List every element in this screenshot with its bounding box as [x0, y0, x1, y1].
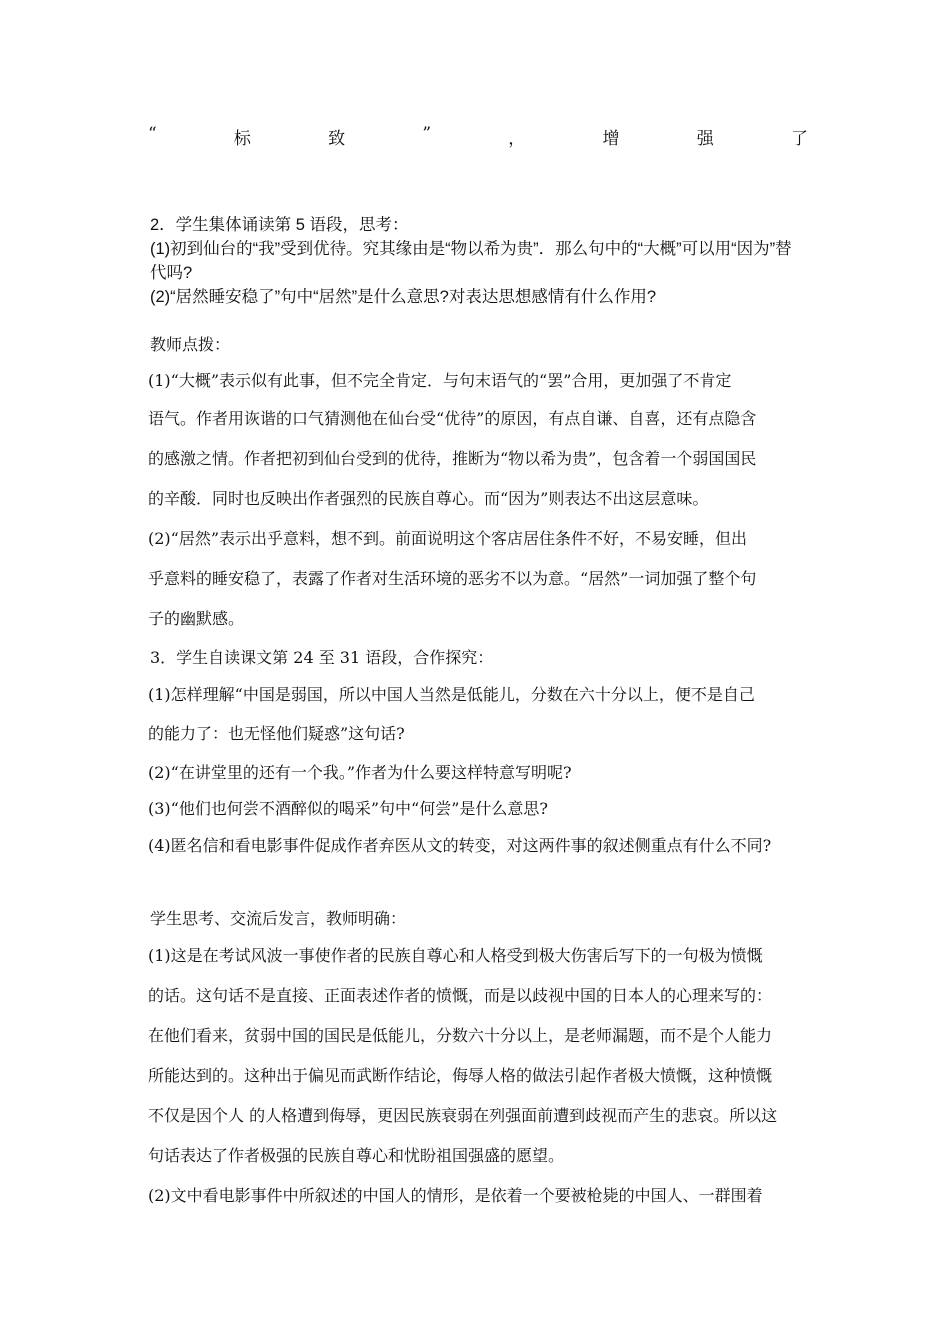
hint-line: 语气。作者用诙谐的口气猜测他在仙台受“优待”的原因，有点自谦、自喜，还有点隐含	[148, 409, 757, 428]
hint-line: 的感激之情。作者把初到仙台受到的优待，推断为“物以希为贵”，包含着一个弱国国民	[148, 449, 757, 468]
hint-line: 乎意料的睡安稳了，表露了作者对生活环境的恶劣不以为意。“居然”一词加强了整个句	[148, 569, 757, 588]
answer-line: 所能达到的。这种出于偏见而武断作结论，侮辱人格的做法引起作者极大愤慨，这种愤慨	[148, 1066, 773, 1085]
teacher-hint-label: 教师点拨：	[150, 335, 231, 354]
spaced-char: 了	[790, 129, 808, 149]
hint-line: (2)“居然”表示出乎意料，想不到。前面说明这个客店居住条件不好，不易安睡，但出	[148, 529, 748, 548]
hint-line: 的辛酸．同时也反映出作者强烈的民族自尊心。而“因为”则表达不出这层意味。	[148, 489, 709, 508]
spaced-title-row	[148, 124, 808, 149]
section2-q1-line1: (1)初到仙台的“我”受到优待。究其缘由是“物以希为贵”．那么句中的“大概”可以用“因为”替	[150, 240, 792, 258]
spaced-char: ，	[508, 129, 526, 149]
answer-line: 的话。这句话不是直接、正面表述作者的愤慨，而是以歧视中国的日本人的心理来写的：	[148, 986, 773, 1005]
section2-q2: (2)“居然睡安稳了”句中“居然”是什么意思?对表达思想感情有什么作用?	[150, 288, 656, 306]
section3-line: (2)“在讲堂里的还有一个我。”作者为什么要这样特意写明呢?	[148, 763, 572, 782]
spaced-char: 强	[696, 129, 714, 149]
hint-line: (1)“大概”表示似有此事，但不完全肯定．与句末语气的“罢”合用，更加强了不肯定	[148, 371, 732, 390]
section3-line: (4)匿名信和看电影事件促成作者弃医从文的转变，对这两件事的叙述侧重点有什么不同?	[148, 836, 772, 855]
section2-title: 2．学生集体诵读第 5 语段，思考：	[150, 216, 409, 234]
spaced-char: 增	[602, 129, 620, 149]
section3-line: (1)怎样理解“中国是弱国，所以中国人当然是低能儿，分数在六十分以上，便不是自己	[148, 685, 755, 704]
spaced-char: 标	[233, 129, 251, 149]
section3-title: 3．学生自读课文第 24 至 31 语段，合作探究：	[150, 648, 494, 667]
answer-label: 学生思考、交流后发言，教师明确：	[150, 909, 407, 928]
answer-line: 句话表达了作者极强的民族自尊心和忧盼祖国强盛的愿望。	[148, 1146, 565, 1165]
section3-line: 的能力了：也无怪他们疑惑”这句话?	[148, 724, 405, 743]
spaced-char: ”	[422, 124, 432, 144]
answer-line: (1)这是在考试风波一事使作者的民族自尊心和人格受到极大伤害后写下的一句极为愤慨	[148, 946, 763, 965]
section2-q1-line2: 代吗?	[150, 264, 193, 282]
answer-line: 不仅是因个人 的人格遭到侮辱，更因民族衰弱在列强面前遭到歧视而产生的悲哀。所以这	[148, 1106, 778, 1125]
answer-line: 在他们看来，贫弱中国的国民是低能儿，分数六十分以上，是老师漏题，而不是个人能力	[148, 1026, 773, 1045]
spaced-char: 致	[328, 129, 346, 149]
hint-line: 子的幽默感。	[148, 609, 245, 628]
section3-line: (3)“他们也何尝不酒醉似的喝采”句中“何尝”是什么意思?	[148, 799, 548, 818]
spaced-char: “	[148, 124, 157, 144]
answer-line: (2)文中看电影事件中所叙述的中国人的情形，是依着一个要被枪毙的中国人、一群围着	[148, 1186, 763, 1205]
